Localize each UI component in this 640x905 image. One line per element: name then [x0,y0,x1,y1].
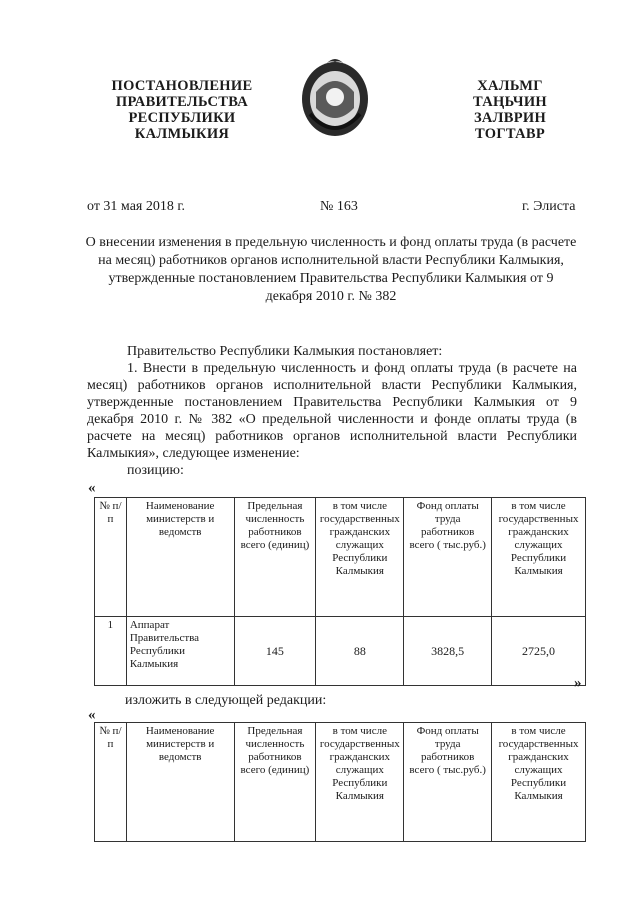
header-right-line: ЗАЛВРИН [473,110,547,126]
col-header: Наименование министерств и ведомств [126,498,234,617]
document-date: от 31 мая 2018 г. [87,199,186,214]
table-header-row [95,723,586,842]
col-header: в том числе государственных гражданских служащих Республики Калмыкия [316,723,404,842]
col-header: в том числе государственных гражданских служащих Республики Калмыкия [492,723,586,842]
open-quote: « [88,707,96,723]
header-left-line: ПОСТАНОВЛЕНИЕ [111,78,253,94]
header-right-line: ТОГТАВР [474,126,546,142]
document-number: № 163 [320,199,358,214]
open-quote: « [88,480,96,496]
col-header: в том числе государственных гражданских служащих Республики Калмыкия [492,498,586,617]
position-table-old [94,497,586,686]
position-table-new [94,722,586,842]
col-header: Предельная численность работников всего (единиц) [234,723,316,842]
header-right-line: ХАЛЬМГ [477,78,543,94]
col-header: Предельная численность работников всего (единиц) [234,498,316,617]
header-right-line: ТАҢЬЧИН [473,94,547,110]
replace-label: изложить в следующей редакции: [125,693,327,708]
table-row [95,617,586,686]
item-1-paragraph: 1. Внести в предельную численность и фонд оплаты труда (в расчете на месяц) работников органов исполнительной власти Республики Калмыкия, утвержденные постановлением Правительства Республики Калмыкия от 9 декабря 2010 г. № 382 «О предельной численности и фонде оплаты труда (в расчете на месяц) работников органов исполнительной власти Республики Калмыкия», следующее изменение: [87,361,577,461]
emblem-icon [296,52,374,140]
position-label: позицию: [127,463,184,478]
close-quote: » [574,675,582,691]
document-title: О внесении изменения в предельную численность и фонд оплаты труда (в расчете на месяц) работников органов исполнительной власти Республики Калмыкия, утвержденные постановлением Правительства Республики Калмыкия от 9 декабря 2010 г. № 382 [85,235,577,304]
table-cell: 145 [234,617,316,686]
table-header-row [95,498,586,617]
header-left-line: РЕСПУБЛИКИ [128,110,236,126]
col-header: Фонд оплаты труда работников всего ( тыс.руб.) [404,723,492,842]
header-left-line: КАЛМЫКИЯ [134,126,230,142]
col-header: Фонд оплаты труда работников всего ( тыс.руб.) [404,498,492,617]
table-cell: Аппарат Правительства Республики Калмыкия [126,617,234,686]
document-city: г. Элиста [522,199,576,214]
col-header: № п/п [95,498,127,617]
table-cell: 88 [316,617,404,686]
document-body [87,343,577,479]
table-cell: 3828,5 [404,617,492,686]
header-left-line: ПРАВИТЕЛЬСТВА [115,94,249,110]
table-cell: 2725,0 [492,617,586,686]
table-cell: 1 [95,617,127,686]
header-right [455,78,565,142]
header-left [82,78,282,142]
col-header: Наименование министерств и ведомств [126,723,234,842]
col-header: в том числе государственных гражданских служащих Республики Калмыкия [316,498,404,617]
intro-paragraph: Правительство Республики Калмыкия постановляет: [127,344,443,359]
col-header: № п/п [95,723,127,842]
